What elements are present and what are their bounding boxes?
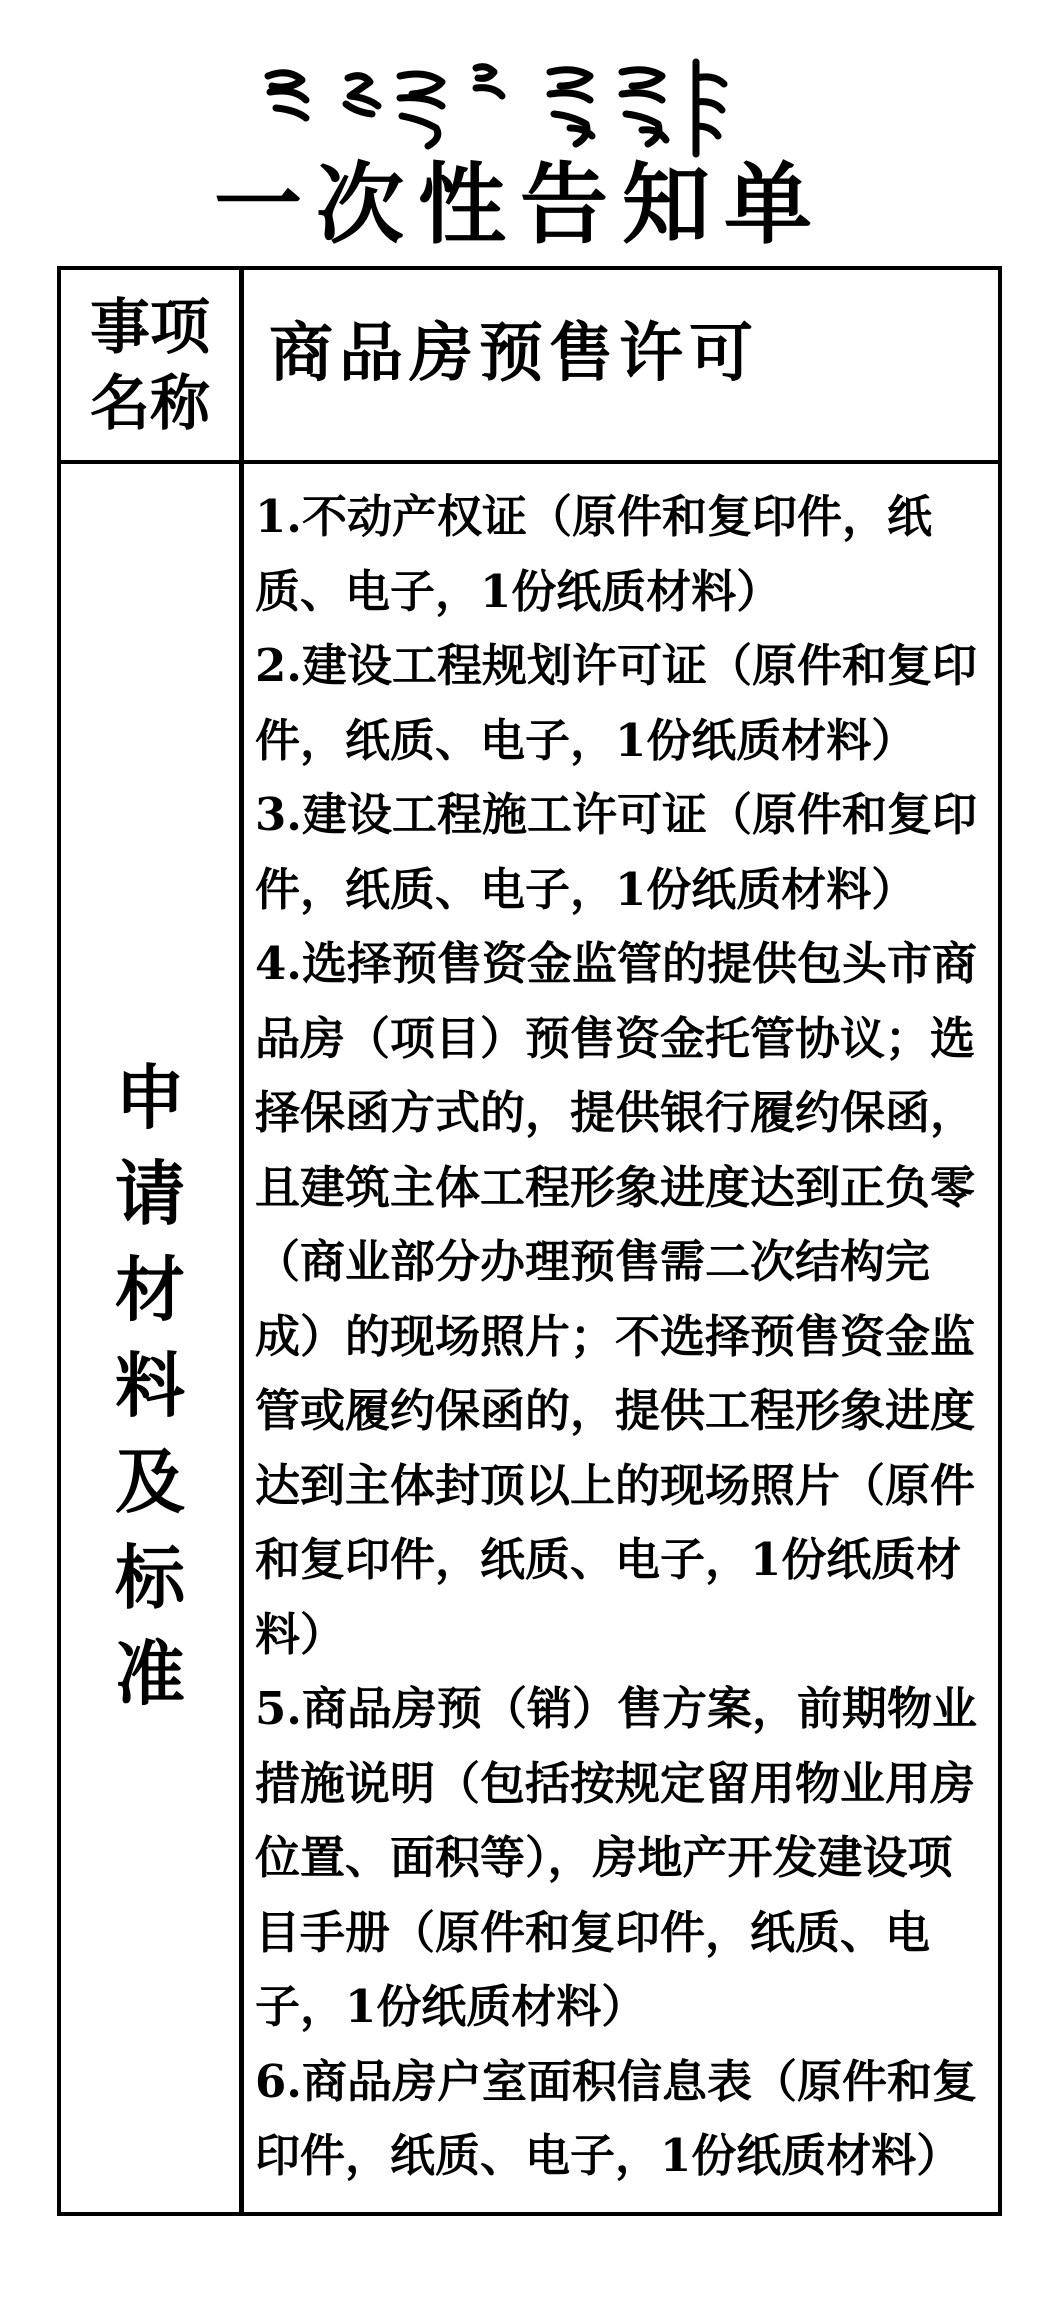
requirements-label-char: 料 [115,1344,185,1427]
requirements-label-char: 准 [115,1632,185,1715]
requirements-list [255,480,986,2194]
requirements-label-char: 标 [115,1536,185,1619]
requirement-item: 5.商品房预（销）售方案，前期物业措施说明（包括按规定留用物业用房位置、面积等），房地产开发建设项目手册（原件和复印件，纸质、电子，1份纸质材料） [255,1682,977,2033]
page-title: 一次性告知单 [213,152,826,256]
requirement-item: 1.不动产权证（原件和复印件，纸质、电子，1份纸质材料） [255,490,932,618]
row-divider [61,460,998,464]
requirements-label-char: 材 [115,1248,185,1331]
requirement-item: 6.商品房户室面积信息表（原件和复印件，纸质、电子，1份纸质材料） [255,2054,977,2182]
requirement-item: 3.建设工程施工许可证（原件和复印件，纸质、电子，1份纸质材料） [255,788,977,916]
requirements-label [61,1050,239,1722]
requirement-item: 4.选择预售资金监管的提供包头市商品房（项目）预售资金托管协议；选择保函方式的，提供银行履约保函，且建筑主体工程形象进度达到正负零（商业部分办理预售需二次结构完成）的现场照片；不选择预售资金监管或履约保函的，提供工程形象进度达到主体封顶以上的现场照片（原件和复印件，纸质、电子，1份纸质材料） [255,937,977,1661]
requirements-label-char: 及 [115,1440,185,1523]
requirements-label-char: 请 [115,1152,185,1235]
requirements-label-char: 申 [115,1056,185,1139]
column-divider [239,270,244,2212]
notice-table [57,266,1002,2216]
item-name-value: 商品房预售许可 [269,316,759,391]
item-name-label-line: 事项 [90,293,210,363]
requirement-item: 2.建设工程规划许可证（原件和复印件，纸质、电子，1份纸质材料） [255,639,977,767]
item-name-label-line: 名称 [90,369,210,439]
mongolian-title-script [250,58,770,158]
item-name-label [61,290,239,442]
